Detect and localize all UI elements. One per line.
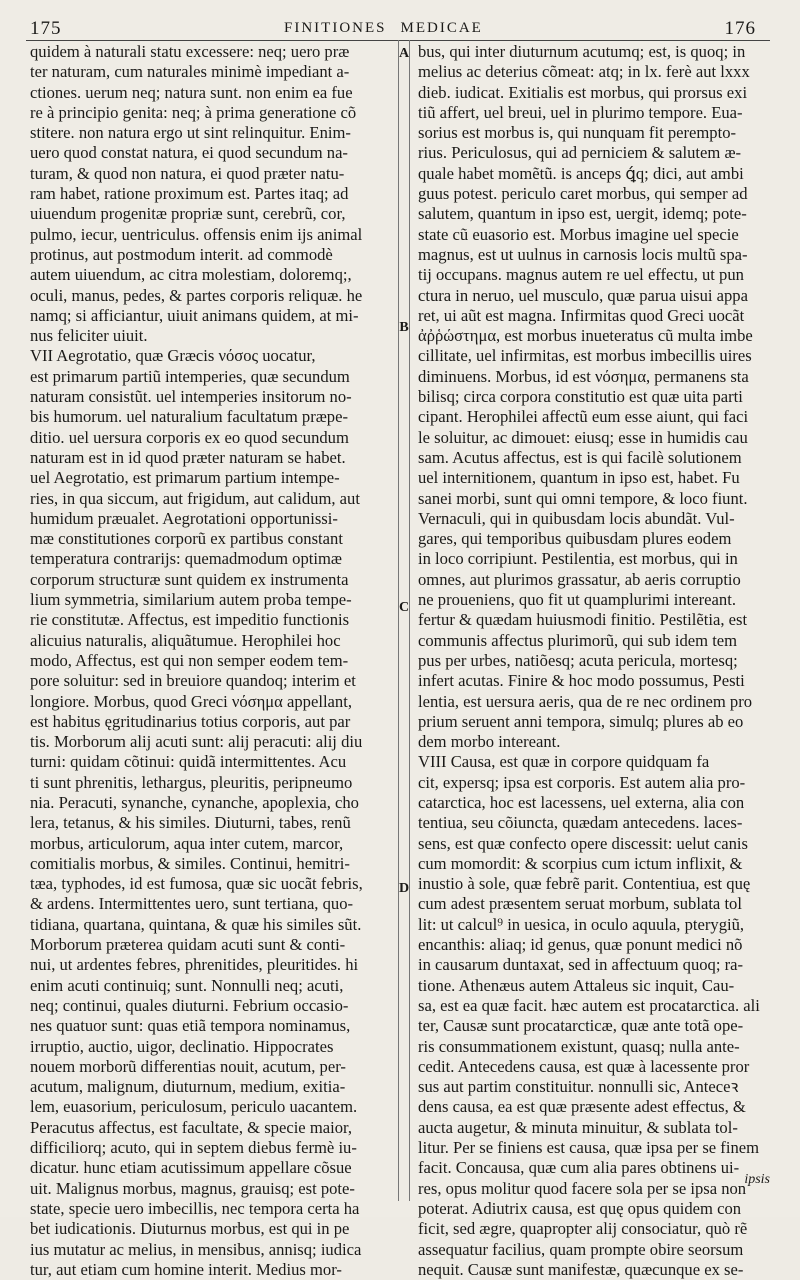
section-marker-b: B (399, 320, 409, 335)
text-line: nouem morborũ differentias nouit, acutum, per- (30, 1056, 346, 1076)
right-text-column (418, 42, 772, 1280)
text-line: melius ac deterius cõmeat: atq; in lx. ferè aut lxxx (418, 62, 750, 82)
text-line: naturam est in id quod præter naturam se habet. (30, 447, 346, 467)
text-line: sus aut partim constituitur. nonnulli sic, Anteceꝛ (418, 1077, 739, 1097)
text-line: lentia, est uersura aeris, qua de re nec ordinem pro (418, 691, 753, 711)
text-line: nequit. Causæ sunt manifestæ, quæcunque ex se- (418, 1259, 744, 1279)
text-line: uiuendum progenitæ propriæ sunt, cerebrũ, cor, (30, 204, 346, 224)
text-line: encanthis: aliaq; id genus, quæ ponunt medici nõ (418, 935, 743, 955)
text-line: ter, Causæ sunt procatarcticæ, quæ ante totã ope- (418, 1016, 744, 1036)
text-line: temperatura contrarijs: quemadmodum optimæ (30, 549, 342, 569)
text-line: acutum, malignum, diuturnum, medium, exitia- (30, 1077, 346, 1097)
text-line: ris consummationem existunt, quasq; nulla ante- (418, 1036, 740, 1056)
text-line: bus, qui inter diuturnum acutumq; est, is quoq; in (418, 42, 746, 61)
text-line: ret, ui aũt est magna. Infirmitas quod Greci uocãt (418, 305, 745, 325)
text-line: rius. Periculosus, qui ad perniciem & salutem æ- (418, 143, 742, 163)
text-line: sanei morbi, sunt qui omni tempore, & loco fiunt. (418, 488, 748, 508)
text-line: ti sunt phrenitis, lethargus, pleuritis, peripneumo (30, 772, 353, 792)
text-line: naturam consistũt. uel intemperies insitorum no- (30, 387, 352, 407)
left-text-column (30, 42, 388, 1280)
text-line: communis affectus plurimorũ, qui sub idem tem (418, 630, 738, 650)
text-line: morbus, articulorum, aqua inter cutem, marcor, (30, 833, 344, 853)
folio-right: 176 (724, 18, 756, 39)
text-line: sam. Acutus affectus, est is qui facilè solutionem (418, 447, 742, 467)
text-line: state, specie uero imbecillis, nec tempora certa ha (30, 1198, 360, 1218)
text-line: irruptio, auctio, uigor, declinatio. Hippocrates (30, 1036, 334, 1056)
text-line: tidiana, quartana, quintana, & quæ his similes sũt. (30, 914, 362, 934)
text-line: gares, qui temporibus quibusdam plures eodem (418, 529, 732, 549)
text-line: tæa, typhodes, id est fumosa, quæ sic uocãt febris, (30, 874, 363, 894)
text-line: ries, in qua siccum, aut frigidum, aut calidum, aut (30, 488, 360, 508)
text-line: infert acutas. Finire & hoc modo possumus, Pesti (418, 671, 745, 691)
text-line: VII Aegrotatio, quæ Græcis νόσος uocatur, (30, 346, 316, 366)
gutter-rule-left (398, 40, 399, 1201)
text-line: prium seruent anni tempora, simulq; plures ab eo (418, 711, 744, 731)
text-line: assequatur facilius, quam prompte obire seorsum (418, 1239, 744, 1259)
text-line: lit: ut calcul⁹ in uesica, in oculo aquula, pterygiũ, (418, 914, 745, 934)
text-line: state cũ euasorio est. Morbus imagine uel specie (418, 224, 739, 244)
text-line: uero quod constat natura, ei quod secundum na- (30, 143, 348, 163)
text-line: dieb. iudicat. Exitialis est morbus, qui prorsus exi (418, 82, 748, 102)
text-line: ἀῤῥώστημα, est morbus inueteratus cũ multa imbe (418, 326, 753, 346)
text-line: salutem, quantum in ipso est, uergit, idemq; pote- (418, 204, 747, 224)
text-line: stitere. non natura ergo ut sint relinquitur. Enim- (30, 123, 351, 143)
text-line: facit. Concausa, quæ cum alia pares obtinens ui- (418, 1158, 740, 1178)
text-line: ius mutatur ac melius, in mensibus, annisq; iudica (30, 1239, 362, 1259)
text-line: Vernaculi, qui in quibusdam locis abundãt. Vul- (418, 508, 735, 528)
text-line: turni: quidam cõtinui: quidã intermittentes. Acu (30, 752, 347, 772)
text-line: res, opus molitur quod facere sola per se ipsa non (418, 1178, 747, 1198)
text-line: uel internitionem, quantum in ipso est, habet. Fu (418, 468, 740, 488)
text-line: diminuens. Morbus, id est νόσημα, permanens sta (418, 366, 749, 386)
text-line: inustio à sole, quæ febrẽ parit. Contentiua, est quę (418, 874, 751, 894)
text-line: cum adest præsentem seruat morbum, sublata tol (418, 894, 742, 914)
section-marker-d: D (398, 881, 410, 896)
text-line: Morborum præterea quidam acuti sunt & conti- (30, 935, 346, 955)
text-line: lera, tetanus, & his similes. Diuturni, tabes, renũ (30, 813, 351, 833)
text-line: Peracutus affectus, est facultate, & specie maior, (30, 1117, 353, 1137)
text-line: quidem à naturali statu excessere: neq; uero præ (30, 42, 350, 61)
text-line: longiore. Morbus, quod Greci νόσημα appellant, (30, 691, 352, 711)
text-line: cum momordit: & scorpius cum ictum inflixit, & (418, 853, 743, 873)
text-line: dens causa, ea est quæ præsente adest effectus, & (418, 1097, 746, 1117)
text-line: ficit, sed ægre, quapropter alij consociatur, quò rẽ (418, 1219, 748, 1239)
text-line: ctura in neruo, uel musculo, quæ parua uisui appa (418, 285, 748, 305)
text-line: quale habet momẽtũ. is anceps ꝗ́q; dici, aut ambi (418, 163, 744, 183)
text-line: pulmo, iecur, uentriculus. offensis enim ijs animal (30, 224, 363, 244)
text-line: tione. Athenæus autem Attaleus sic inquit, Cau- (418, 975, 735, 995)
text-line: le soluitur, ac dimouet: eiusq; esse in humidis cau (418, 427, 748, 447)
text-line: guus potest. periculo caret morbus, qui semper ad (418, 184, 748, 204)
text-line: pore soluitur: sed in breuiore quandoq; interim et (30, 671, 356, 691)
text-line: lem, euasorium, periculosum, periculo uacantem. (30, 1097, 358, 1117)
text-line: nes quatuor sunt: quas etiã tempora nominamus, (30, 1016, 351, 1036)
text-line: oculi, manus, pedes, & partes corporis reliquæ. he (30, 285, 363, 305)
section-marker-a: A (398, 46, 410, 61)
text-line: ram habet, ratione proximum est. Partes itaq; ad (30, 184, 349, 204)
text-line: uel Aegrotatio, est primarum partium intempe- (30, 468, 340, 488)
text-line: tur, aut etiam cum homine interit. Medius mor- (30, 1259, 342, 1279)
text-line: ter naturam, cum naturales minimè impediant a- (30, 62, 350, 82)
text-line: difficiliorq; acuto, qui in septem diebus fermè iu- (30, 1138, 357, 1158)
text-line: nus feliciter uiuit. (30, 326, 148, 346)
text-line: enim acuti continuiq; sunt. Nonnulli neq; acuti, (30, 975, 344, 995)
running-title-right: MEDICAE (400, 20, 483, 36)
text-line: in causarum duntaxat, sed in affectuum quoq; ra- (418, 955, 744, 975)
text-line: cipant. Herophilei affectũ eum esse aiunt, qui faci (418, 407, 749, 427)
text-line: dem morbo intereant. (418, 732, 561, 752)
text-line: ne proueniens, quo fit ut quamplurimi intereant. (418, 590, 736, 610)
text-line: rie constitutæ. Affectus, est impeditio functionis (30, 610, 350, 630)
text-line: dicatur. hunc etiam acutissimum appellare cõsue (30, 1158, 352, 1178)
text-line: humidum præualet. Aegrotationi opportunissi- (30, 508, 338, 528)
text-line: in loco corripiunt. Pestilentia, est morbus, qui in (418, 549, 738, 569)
text-line: tis. Morborum alij acuti sunt: alij peracuti: alij diu (30, 732, 363, 752)
text-line: comitialis morbus, & similes. Continui, hemitri- (30, 853, 350, 873)
text-line: turam, & quod non natura, ei quod præter natu- (30, 163, 345, 183)
folio-left: 175 (30, 18, 62, 39)
text-line: fertur & quædam huiusmodi finitio. Pestilẽtia, est (418, 610, 748, 630)
text-line: uit. Malignus morbus, magnus, grauisq; est pote- (30, 1178, 355, 1198)
text-line: tentiua, seu cõiuncta, quædam antecedens. laces- (418, 813, 743, 833)
text-line: namq; si afficiantur, uiuit animans quidem, at mi- (30, 305, 359, 325)
text-line: est primarum partiũ intemperies, quæ secundum (30, 366, 350, 386)
running-title-left: FINITIONES (284, 20, 387, 36)
text-line: catarctica, hoc est lacessens, uel externa, alia con (418, 792, 745, 812)
text-line: nia. Peracuti, synanche, cynanche, apoplexia, cho (30, 792, 359, 812)
text-line: sa, est ea quæ facit. hæc autem est procatarctica. ali (418, 995, 760, 1015)
text-line: ctiones. uerum neq; natura sunt. non enim ea fue (30, 82, 353, 102)
text-line: bis humorum. uel naturalium facultatum præpe- (30, 407, 348, 427)
text-line: mæ constitutiones corporũ ex partibus constant (30, 529, 343, 549)
text-line: neq; continui, quales diuturni. Febrium occasio- (30, 995, 349, 1015)
running-title (277, 20, 490, 37)
text-line: omnes, aut plurimos grassatur, ab aeris corruptio (418, 569, 741, 589)
text-line: sens, est quæ confecto opere discessit: uelut canis (418, 833, 748, 853)
text-line: tiũ affert, uel breui, uel in plurimo tempore. Eua- (418, 102, 743, 122)
text-line: est habitus ęgritudinarius totius corporis, aut par (30, 711, 351, 731)
text-line: corporum structuræ sunt quidem ex instrumenta (30, 569, 349, 589)
text-line: lium symmetria, similarium autem proba tempe- (30, 590, 352, 610)
text-line: cillitate, uel infirmitas, est morbus imbecillis uires (418, 346, 752, 366)
text-line: cedit. Antecedens causa, est quæ à lacessente pror (418, 1056, 750, 1076)
text-line: cit, expersq; ipsa est corporis. Est autem alia pro- (418, 772, 746, 792)
text-line: ditio. uel uersura corporis ex eo quod secundum (30, 427, 349, 447)
text-line: protinus, aut postmodum interit. ad commodè (30, 244, 333, 264)
text-line: tij occupans. magnus autem re uel effectu, ut pun (418, 265, 744, 285)
text-line: VIII Causa, est quæ in corpore quidquam fa (418, 752, 710, 772)
text-line: pus per urbes, natiõesq; acuta pericula, mortesq; (418, 650, 738, 670)
text-line: nui, ut ardentes febres, phrenitides, pleuritides. hi (30, 955, 359, 975)
text-line: bet iudicationis. Diuturnus morbus, est qui in pe (30, 1219, 350, 1239)
text-line: re à principio genita: neq; à prima generatione cõ (30, 102, 357, 122)
text-line: aucta augetur, & minuta minuitur, & sublata tol- (418, 1117, 738, 1137)
gutter-rule-right (409, 40, 410, 1201)
text-line: bilisq; circa corpora constitutio est quæ uita parti (418, 387, 743, 407)
text-line: alicuius naturalis, aliquãtumue. Herophilei hoc (30, 630, 341, 650)
text-line: autem uiuendum, ac citra molestiam, doloremq;, (30, 265, 352, 285)
section-marker-c: C (398, 600, 410, 615)
text-line: modo, Affectus, est qui non semper eodem tem- (30, 650, 349, 670)
text-line: magnus, est ut uulnus in carnosis locis multũ spa- (418, 244, 748, 264)
text-line: sorius est morbus is, qui nunquam fit perempto- (418, 123, 737, 143)
catchword: ipsis (744, 1172, 770, 1187)
text-line: poterat. Adiutrix causa, est quę opus quidem con (418, 1198, 742, 1218)
text-line: litur. Per se finiens est causa, quæ ipsa per se finem (418, 1138, 760, 1158)
running-header (0, 14, 800, 42)
text-line: & ardens. Intermittentes uero, sunt tertiana, quo- (30, 894, 354, 914)
